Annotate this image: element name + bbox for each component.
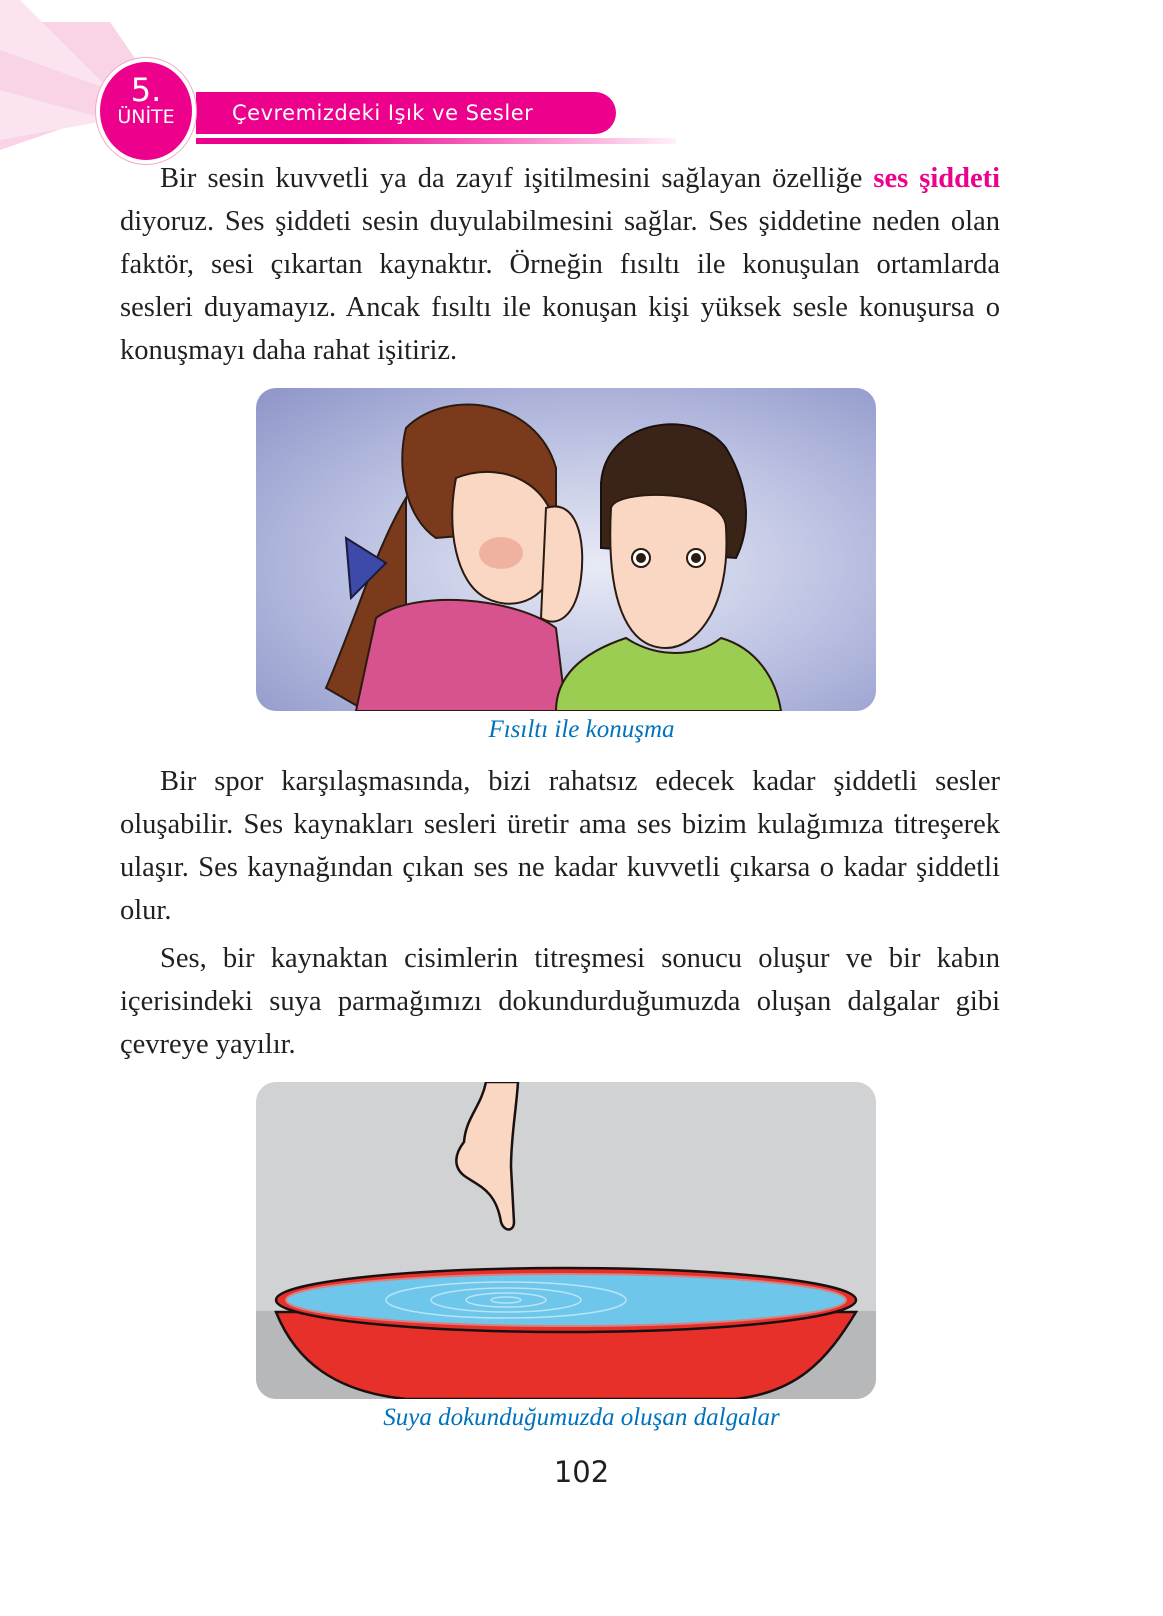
highlight-term: ses şiddeti (873, 163, 1000, 194)
unit-label: ÜNİTE (117, 106, 175, 128)
figure-caption: Suya dokunduğumuzda oluşan dalgalar (383, 1404, 780, 1431)
paragraph-intro (120, 157, 1000, 372)
unit-title: Çevremizdeki Işık ve Sesler (232, 101, 534, 125)
paragraph-sport (120, 760, 1000, 932)
bowl-with-water-image (256, 1082, 876, 1399)
unit-badge (96, 58, 196, 164)
unit-number: 5. (130, 71, 162, 109)
banner-underline (196, 138, 676, 144)
water-ripple-illustration (256, 1082, 876, 1399)
paragraph-text: diyoruz. Ses şiddeti sesin duyulabilmesini sağlar. Ses şiddetine neden olan faktör, sesi çıkartan kaynaktır. Örneğin fısıltı ile konuşulan ortamlarda sesleri duyamayız. Ancak fısıltı ile konuşan kişi yüksek sesle konuşursa o konuşmayı daha rahat işitiriz. (120, 206, 1000, 366)
paragraph-waves (120, 937, 1000, 1066)
figure-caption: Fısıltı ile konuşma (488, 716, 675, 743)
unit-title-banner (196, 92, 616, 134)
paragraph-text: Ses, bir kaynaktan cisimlerin titreşmesi sonucu oluşur ve bir kabın içerisindeki suya parmağımızı dokundurduğumuzda oluşan dalgalar gibi çevreye yayılır. (120, 943, 1000, 1060)
children-whispering-image (256, 388, 876, 711)
paragraph-text: Bir spor karşılaşmasında, bizi rahatsız edecek kadar şiddetli sesler oluşabilir. Ses kaynakları sesleri üretir ama ses bizim kulağımıza titreşerek ulaşır. Ses kaynağından çıkan ses ne kadar kuvvetli çıkarsa o kadar şiddetli olur. (120, 766, 1000, 926)
whisper-illustration (256, 388, 876, 711)
paragraph-text: Bir sesin kuvvetli ya da zayıf işitilmesini sağlayan özelliğe (160, 163, 874, 194)
page-number: 102 (553, 1455, 610, 1489)
